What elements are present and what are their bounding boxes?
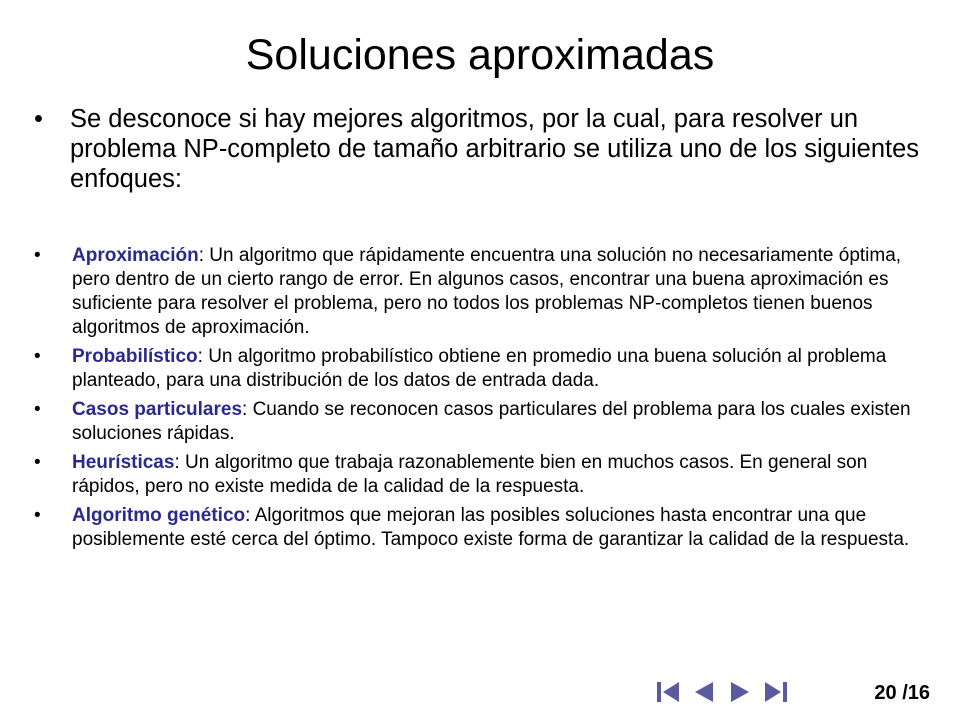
intro-paragraph xyxy=(34,104,934,194)
bullet-icon: • xyxy=(34,346,41,367)
item-term: Aproximación xyxy=(72,245,199,266)
slide-title: Soluciones aproximadas xyxy=(245,31,715,79)
item-text: : Un algoritmo que trabaja razonablemente bien en muchos casos. En general son rápidos, pero no existe medida de la calidad de la respuesta. xyxy=(72,452,868,497)
intro-text: Se desconoce si hay mejores algoritmos, por la cual, para resolver un problema NP-completo de tamaño arbitrario se utiliza uno de los siguientes enfoques: xyxy=(70,105,920,193)
bullet-icon: • xyxy=(34,105,43,133)
item-text: : Un algoritmo probabilístico obtiene en promedio una buena solución al problema planteado, para una distribución de los datos de entrada dada. xyxy=(72,346,887,391)
bullet-icon: • xyxy=(34,505,41,526)
last-slide-icon[interactable] xyxy=(763,680,789,704)
item-text: : Cuando se reconocen casos particulares del problema para los cuales existen soluciones rápidas. xyxy=(72,399,911,444)
next-slide-icon[interactable] xyxy=(727,680,753,704)
item-term: Casos particulares xyxy=(72,399,243,420)
item-text: : Un algoritmo que rápidamente encuentra una solución no necesariamente óptima, pero dentro de un cierto rango de error. En algunos casos, encontrar una buena aproximación es suficiente para resolver el problema, pero no todos los problemas NP-completos tienen buenos algoritmos de aproximación. xyxy=(72,245,902,338)
item-term: Heurísticas xyxy=(72,452,175,473)
approach-list xyxy=(34,244,934,557)
bullet-icon: • xyxy=(34,452,41,473)
list-item-heuristicas xyxy=(34,451,934,499)
list-item-aproximacion xyxy=(34,244,934,340)
bullet-icon: • xyxy=(34,245,41,266)
first-slide-icon[interactable] xyxy=(655,680,681,704)
item-term: Algoritmo genético xyxy=(72,505,246,526)
item-term: Probabilístico xyxy=(72,346,198,367)
list-item-casos-particulares xyxy=(34,398,934,446)
bullet-icon: • xyxy=(34,399,41,420)
page-number: 20 /16 xyxy=(874,682,930,704)
item-text: : Algoritmos que mejoran las posibles soluciones hasta encontrar una que posiblemente esté cerca del óptimo. Tampoco existe forma de garantizar la calidad de la respuesta. xyxy=(72,505,910,550)
slide-navigation xyxy=(655,680,789,704)
previous-slide-icon[interactable] xyxy=(691,680,717,704)
list-item-probabilistico xyxy=(34,345,934,393)
list-item-algoritmo-genetico xyxy=(34,504,934,552)
